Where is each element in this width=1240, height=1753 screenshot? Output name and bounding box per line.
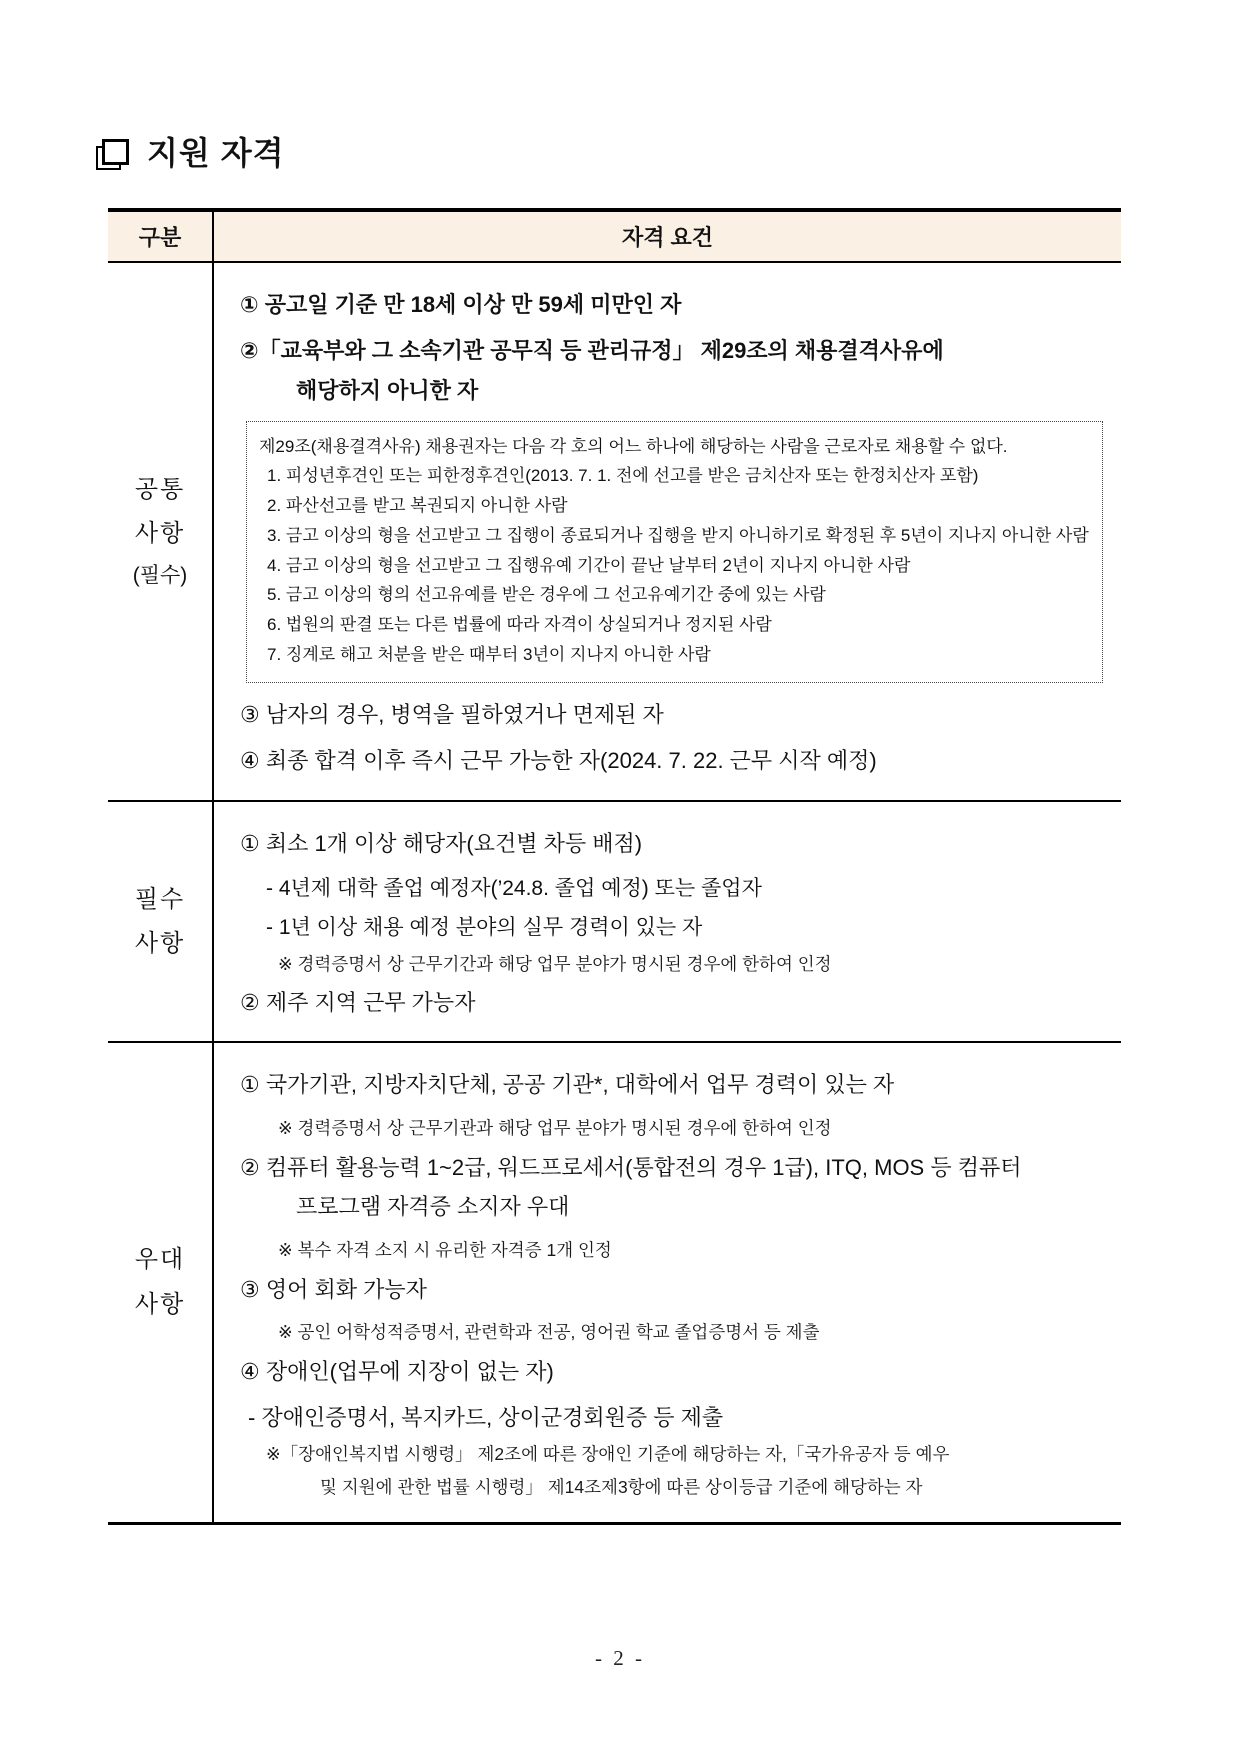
requirement-note: ※ 공인 어학성적증명서, 관련학과 전공, 영어권 학교 졸업증명서 등 제출 [278,1322,820,1343]
requirement-note: ※ 복수 자격 소지 시 유리한 자격증 1개 인정 [278,1240,612,1261]
row-label-common [108,263,214,800]
requirement-item-continuation: 해당하지 아니한 자 [296,377,479,403]
qualification-table [108,208,1121,1525]
requirement-subitem: - 장애인증명서, 복지카드, 상이군경회원증 등 제출 [248,1404,724,1430]
requirement-note: ※「장애인복지법 시행령」 제2조에 따른 장애인 기준에 해당하는 자,「국가유공자 등 예우 [266,1444,950,1465]
row-content-common [214,263,1121,800]
row-content-preferred [214,1043,1121,1522]
requirement-item-continuation: 프로그램 자격증 소지자 우대 [296,1194,570,1220]
section-title [100,128,1240,174]
requirement-item: ③ 남자의 경우, 병역을 필하였거나 면제된 자 [240,701,664,727]
requirement-item: ① 국가기관, 지방자치단체, 공공 기관*, 대학에서 업무 경력이 있는 자 [240,1072,895,1098]
law-item: 7. 징계로 해고 처분을 받은 때부터 3년이 지나지 아니한 사람 [267,644,711,664]
square-bullet-icon [102,139,129,165]
requirement-note: ※ 경력증명서 상 근무기간과 해당 업무 분야가 명시된 경우에 한하여 인정 [278,954,832,975]
law-item: 3. 금고 이상의 형을 선고받고 그 집행이 종료되거나 집행을 받지 아니하기로 확정된 후 5년이 지나지 아니한 사람 [267,525,1089,545]
requirement-item: ③ 영어 회화 가능자 [240,1276,427,1302]
table-row-common [108,261,1121,800]
requirement-item: ②「교육부와 그 소속기관 공무직 등 관리규정」 제29조의 채용결격사유에 [240,337,944,363]
requirement-item: ① 공고일 기준 만 18세 이상 만 59세 미만인 자 [240,292,682,317]
row-label-line: (필수) [132,563,188,587]
requirement-note-continuation: 및 지원에 관한 법률 시행령」 제14조제3항에 따른 상이등급 기준에 해당하는 자 [320,1476,923,1497]
law-item: 4. 금고 이상의 형을 선고받고 그 집행유예 기간이 끝난 날부터 2년이 지나지 아니한 사람 [267,555,911,575]
table-row-required [108,800,1121,1041]
requirement-subitem: - 1년 이상 채용 예정 분야의 실무 경력이 있는 자 [266,915,703,939]
requirement-subitem: - 4년제 대학 졸업 예정자(’24.8. 졸업 예정) 또는 졸업자 [266,877,762,901]
table-row-preferred [108,1041,1121,1522]
row-label-required [108,802,214,1041]
row-label-line: 사항 [134,1290,186,1318]
row-content-required [214,802,1121,1041]
row-label-line: 우대 [134,1246,186,1274]
law-item: 2. 파산선고를 받고 복권되지 아니한 사람 [267,496,568,516]
law-intro: 제29조(채용결격사유) 채용권자는 다음 각 호의 어느 하나에 해당하는 사람을 근로자로 채용할 수 없다. [259,436,1008,456]
law-item: 5. 금고 이상의 형의 선고유예를 받은 경우에 그 선고유예기간 중에 있는 사람 [267,585,826,605]
requirement-note: ※ 경력증명서 상 근무기관과 해당 업무 분야가 명시된 경우에 한하여 인정 [278,1118,832,1139]
law-item: 6. 법원의 판결 또는 다른 법률에 따라 자격이 상실되거나 정지된 사람 [267,615,772,635]
row-label-preferred [108,1043,214,1522]
header-cell-requirements: 자격 요건 [621,225,714,250]
law-item: 1. 피성년후견인 또는 피한정후견인(2013. 7. 1. 전에 선고를 받은 금치산자 또는 한정치산자 포함) [267,466,979,486]
row-label-line: 공통 [134,475,186,503]
page-number: - 2 - [595,1646,645,1670]
requirement-item: ④ 최종 합격 이후 즉시 근무 가능한 자(2024. 7. 22. 근무 시작 예정) [240,747,877,773]
requirement-item: ④ 장애인(업무에 지장이 없는 자) [240,1358,554,1384]
law-article-box [246,421,1103,683]
row-label-line: 사항 [134,520,186,548]
header-cell-category: 구분 [108,212,214,261]
row-label-line: 사항 [134,929,186,957]
table-header-row [108,212,1121,261]
requirement-item: ② 제주 지역 근무 가능자 [240,990,476,1016]
requirement-item: ① 최소 1개 이상 해당자(요건별 차등 배점) [240,831,643,857]
requirement-item: ② 컴퓨터 활용능력 1~2급, 워드프로세서(통합전의 경우 1급), ITQ, MOS 등 컴퓨터 [240,1154,1022,1180]
row-label-line: 필수 [134,885,186,913]
page-title: 지원 자격 [147,135,285,171]
